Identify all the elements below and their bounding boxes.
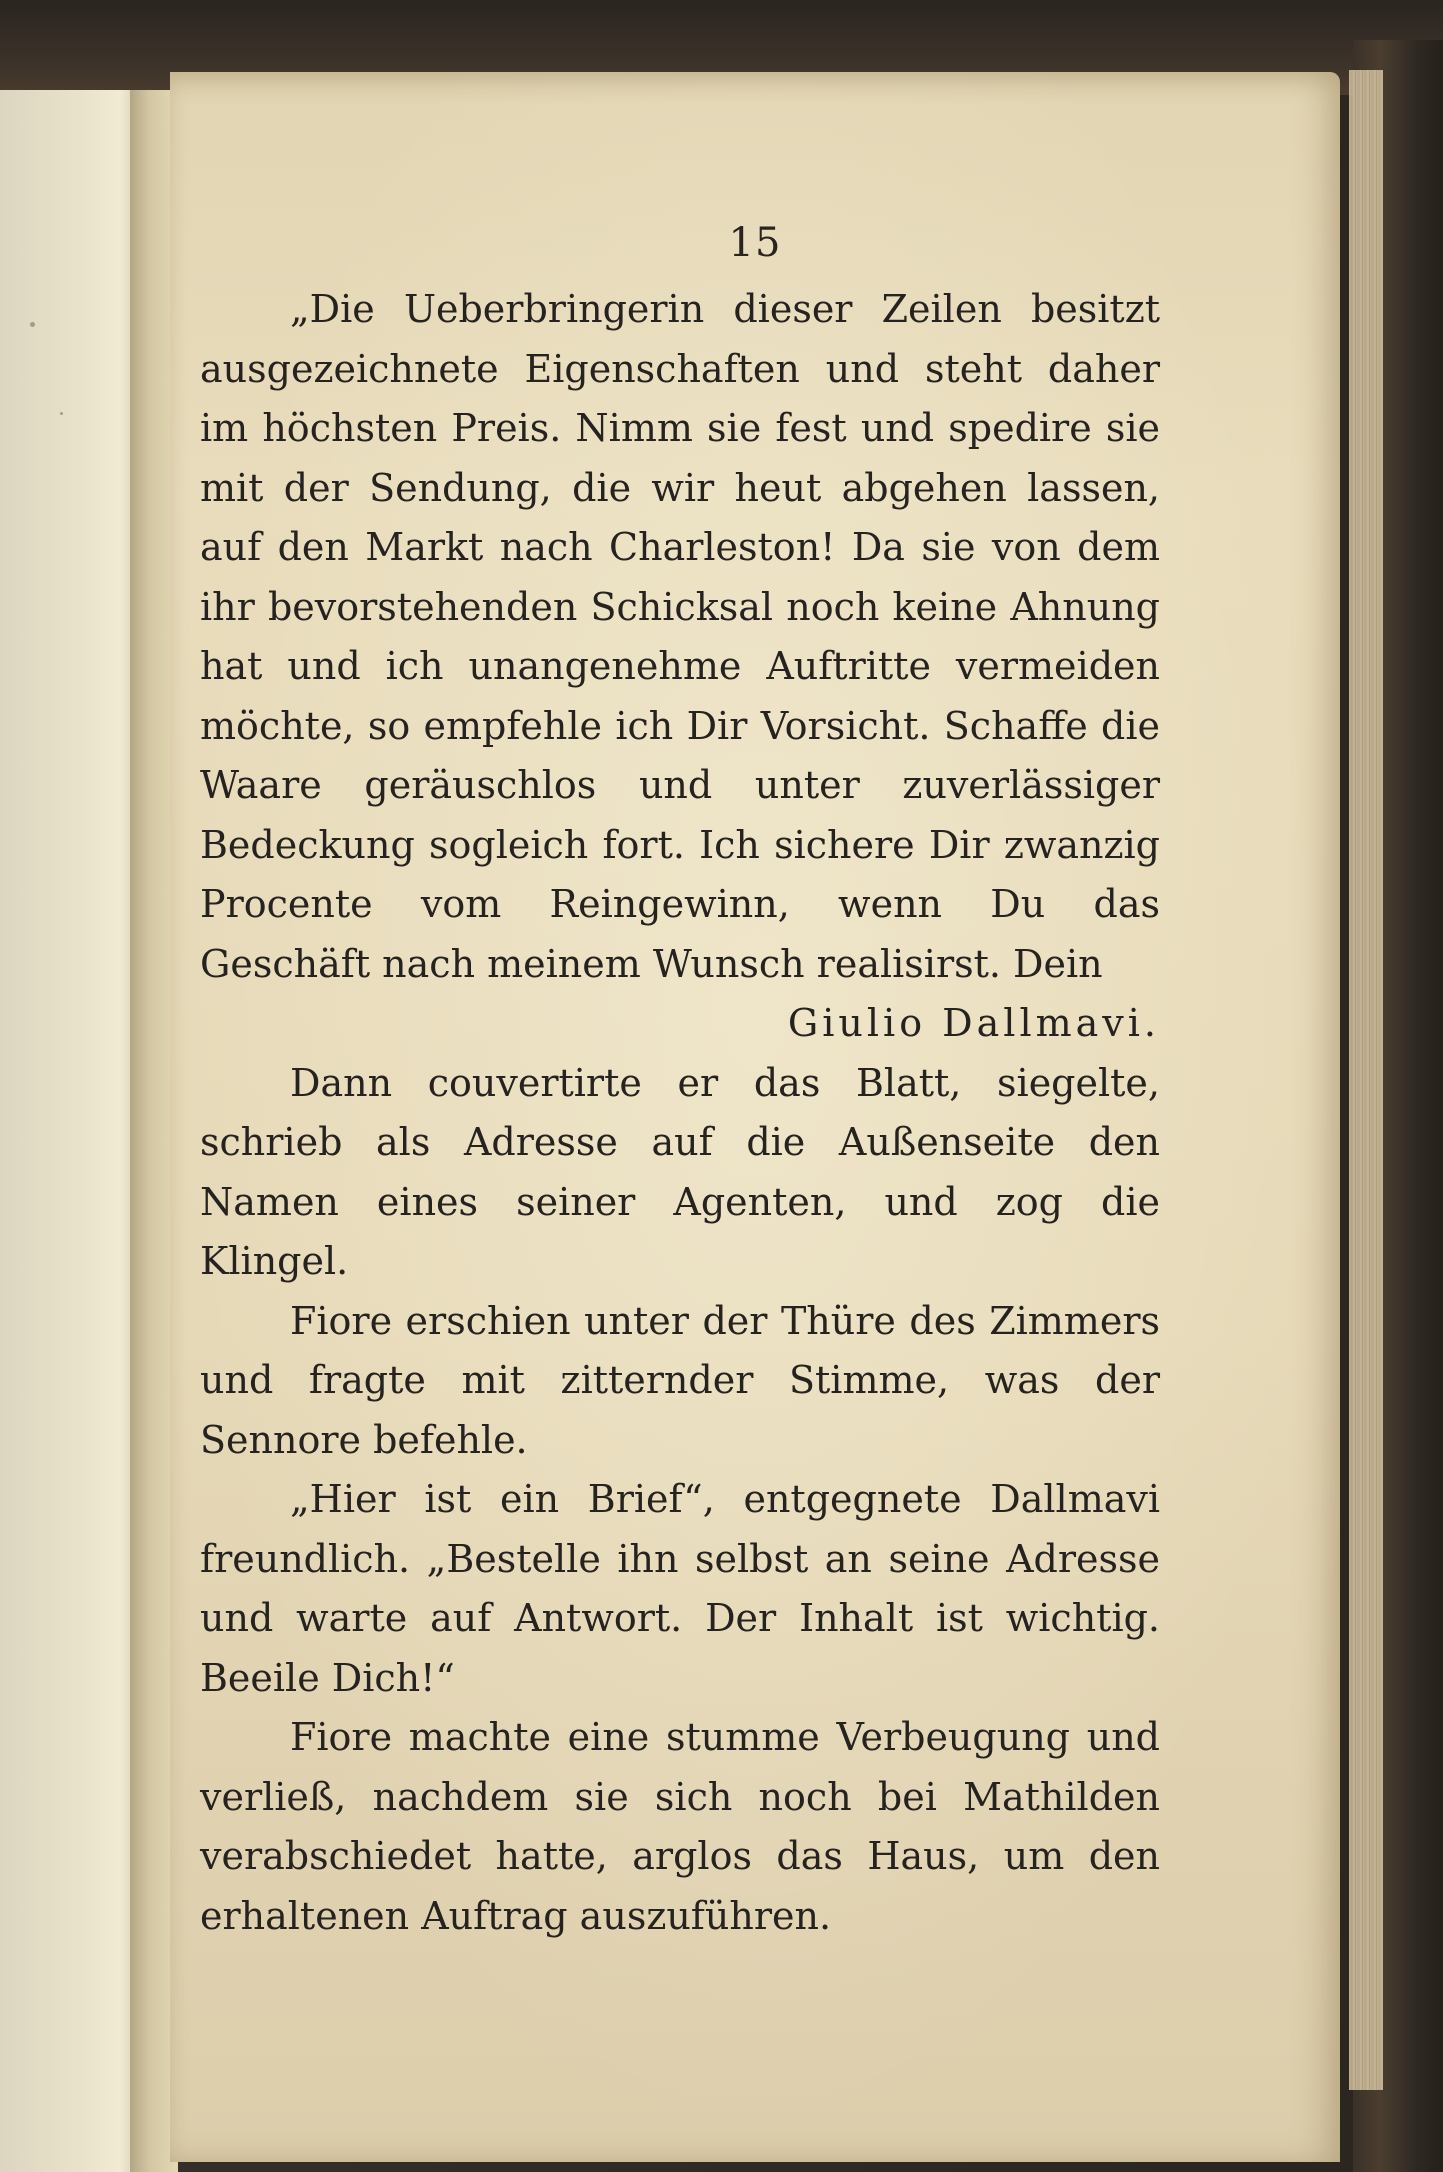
paragraph: Fiore erschien unter der Thüre des Zimmers und fragte mit zitternder Stimme, was der Sennore befehle. — [200, 1298, 1160, 1462]
paper-speck — [60, 412, 63, 415]
paragraph: Dann couvertirte er das Blatt, siegelte, schrieb als Adresse auf die Außenseite den Namen eines seiner Agenten, und zog die Klingel. — [200, 1060, 1160, 1283]
book-page — [170, 72, 1340, 2162]
paper-speck — [30, 322, 35, 327]
paragraph: Fiore machte eine stumme Verbeugung und verließ, nachdem sie sich noch bei Mathilden verabschiedet hatte, arglos das Haus, um den erhaltenen Auftrag auszuführen. — [200, 1715, 1160, 1938]
paragraph: „Hier ist ein Brief“, entgegnete Dallmavi freundlich. „Bestelle ihn selbst an seine Adresse und warte auf Antwort. Der Inhalt ist wichtig. Beeile Dich!“ — [200, 1477, 1160, 1700]
letter-paragraph: „Die Ueberbringerin dieser Zeilen besitzt ausgezeichnete Eigenschaften und steht daher im höchsten Preis. Nimm sie fest und spedire sie mit der Sendung, die wir heut abgehen lassen, auf den Markt nach Charleston! Da sie von dem ihr bevorstehenden Schicksal noch keine Ahnung hat und ich unangenehme Auftritte vermeiden möchte, so empfehle ich Dir Vorsicht. Schaffe die Waare geräuschlos und unter zuverlässiger Bedeckung sogleich fort. Ich sichere Dir zwanzig Procente vom Reingewinn, wenn Du das Geschäft nach meinem Wunsch realisirst. Dein — [200, 287, 1160, 986]
letter-signature: Giulio Dallmavi. — [787, 1001, 1160, 1045]
facing-page — [0, 90, 150, 2172]
page-number: 15 — [728, 220, 782, 266]
page-text — [200, 280, 1160, 1946]
page-edges — [1349, 70, 1383, 2090]
